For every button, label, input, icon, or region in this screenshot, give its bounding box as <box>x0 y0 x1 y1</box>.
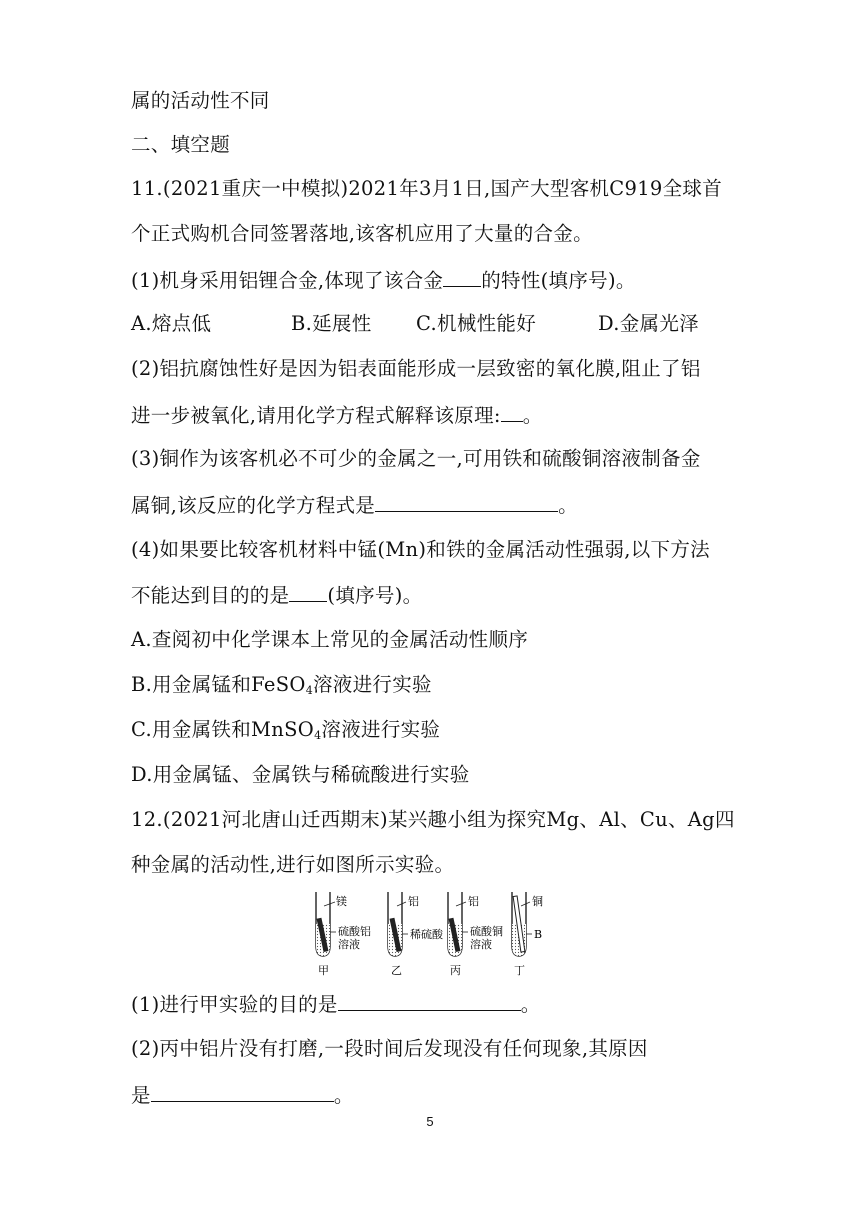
solution-label: B <box>534 928 543 941</box>
line-text: 进一步被氧化,请用化学方程式解释该原理: <box>131 404 501 427</box>
answer-blank[interactable] <box>443 266 481 287</box>
tube-caption: 丙 <box>450 964 461 977</box>
line-text: 溶液进行实验 <box>313 673 432 696</box>
line-text: 属的活动性不同 <box>131 89 270 112</box>
option-d: D.金属光泽 <box>598 312 699 335</box>
question-11-intro <box>131 176 741 202</box>
question-12-intro <box>131 807 741 833</box>
option-b <box>131 672 741 704</box>
metal-label: 铝 <box>408 895 419 908</box>
option-a <box>131 627 741 653</box>
line-text: 12.(2021河北唐山迁西期末)某兴趣小组为探究Mg、Al、Cu、Ag四 <box>131 808 735 831</box>
tube-caption: 甲 <box>318 964 329 977</box>
line-text: 。 <box>522 404 543 427</box>
line-text: 的特性(填序号)。 <box>481 269 636 292</box>
solution-label: 稀硫酸 <box>410 928 443 941</box>
line-text: (2)铝抗腐蚀性好是因为铝表面能形成一层致密的氧化膜,阻止了铝 <box>131 357 701 380</box>
test-tube-3 <box>448 892 503 977</box>
option-a: A.熔点低 <box>131 312 212 335</box>
test-tube-2 <box>388 892 444 977</box>
line-text: (4)如果要比较客机材料中锰(Mn)和铁的金属活动性强弱,以下方法 <box>131 538 710 561</box>
answer-blank[interactable] <box>375 491 558 512</box>
subscript: 4 <box>314 729 322 742</box>
line-text: B.用金属锰和FeSO <box>131 673 306 696</box>
answer-blank[interactable] <box>501 401 523 422</box>
page-number: 5 <box>426 1114 434 1129</box>
line-text: (3)铜作为该客机必不可少的金属之一,可用铁和硫酸铜溶液制备金 <box>131 447 701 470</box>
options-row <box>131 311 741 337</box>
line-text: 种金属的活动性,进行如图所示实验。 <box>131 853 455 876</box>
metal-label: 镁 <box>336 895 347 908</box>
line-text: 不能达到目的的是 <box>131 584 290 607</box>
question-11-part-4 <box>131 537 741 563</box>
line-text: 溶液进行实验 <box>321 718 441 741</box>
line-text: 属铜,该反应的化学方程式是 <box>131 494 376 517</box>
line-text: 个正式购机合同签署落地,该客机应用了大量的合金。 <box>131 222 593 245</box>
solution-label: 硫酸铜 <box>470 925 503 938</box>
tube-caption: 丁 <box>514 964 525 977</box>
test-tube-1 <box>316 892 371 977</box>
section-heading <box>131 132 741 158</box>
line-text: 11.(2021重庆一中模拟)2021年3月1日,国产大型客机C919全球首 <box>131 177 723 200</box>
line-text: C.用金属铁和MnSO <box>131 718 315 741</box>
tube-caption: 乙 <box>391 964 402 977</box>
text-line <box>131 491 741 519</box>
heading-text: 二、填空题 <box>131 133 231 156</box>
line-text: (填序号)。 <box>327 584 423 607</box>
option-c: C.机械性能好 <box>416 312 537 335</box>
line-text: A.查阅初中化学课本上常见的金属活动性顺序 <box>131 628 529 651</box>
subscript: 4 <box>305 684 313 697</box>
metal-label: 铝 <box>468 895 479 908</box>
text-line <box>131 221 741 247</box>
question-11-part-3 <box>131 446 741 472</box>
text-line <box>131 1081 741 1109</box>
solution-label: 溶液 <box>338 938 360 951</box>
text-line <box>131 581 741 609</box>
question-11-part-1 <box>131 266 741 294</box>
line-text: (2)丙中铝片没有打磨,一段时间后发现没有任何现象,其原因 <box>131 1037 648 1060</box>
solution-label: 溶液 <box>470 938 492 951</box>
line-text: (1)机身采用铝锂合金,体现了该合金 <box>131 269 444 292</box>
test-tube-experiment-figure <box>298 888 566 978</box>
line-text: 是 <box>131 1084 151 1107</box>
text-line <box>131 852 741 878</box>
answer-blank[interactable] <box>151 1081 334 1102</box>
option-d <box>131 762 741 788</box>
option-b: B.延展性 <box>291 312 372 335</box>
line-text: 。 <box>558 494 578 517</box>
line-text: 。 <box>520 993 541 1016</box>
question-12-part-2 <box>131 1036 741 1062</box>
answer-blank[interactable] <box>338 990 521 1011</box>
solution-label: 硫酸铝 <box>338 925 371 938</box>
line-text: D.用金属锰、金属铁与稀硫酸进行实验 <box>131 763 470 786</box>
test-tube-4 <box>512 892 543 977</box>
line-text: 。 <box>333 1084 354 1107</box>
text-line <box>131 88 741 114</box>
question-11-part-2 <box>131 356 741 382</box>
answer-blank[interactable] <box>289 581 327 602</box>
metal-label: 铜 <box>532 895 543 908</box>
line-text: (1)进行甲实验的目的是 <box>131 993 338 1016</box>
question-12-part-1 <box>131 990 741 1018</box>
option-c <box>131 717 741 749</box>
text-line <box>131 401 741 429</box>
